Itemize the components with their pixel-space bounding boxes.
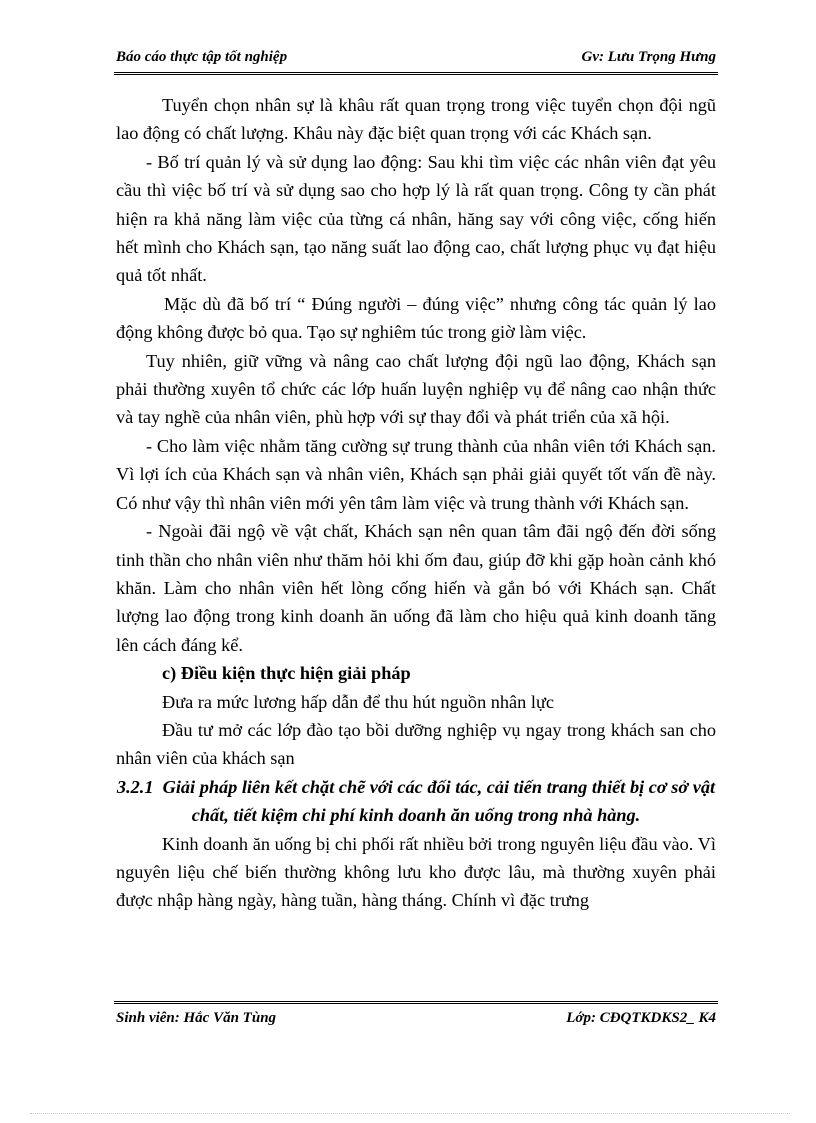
paragraph-welfare: - Ngoài đãi ngộ về vật chất, Khách sạn nên quan tâm đãi ngộ đến đời sống tinh thần cho nhân viên như thăm hỏi khi ốm đau, giúp đỡ khi gặp hoàn cảnh khó khăn. Làm cho nhân viên hết lòng cống hiến và gắn bó với Khách sạn. Chất lượng lao động trong kinh doanh ăn uống đã làm cho hiệu quả kinh doanh tăng lên cách đáng kể. [116,521,716,655]
page-header [114,46,718,72]
document-body [116,91,716,915]
paragraph-management: Mặc dù đã bố trí “ Đúng người – đúng việc” nhưng công tác quản lý lao động không được bỏ qua. Tạo sự nghiêm túc trong giờ làm việc. [116,293,716,343]
paragraph-food-business: Kinh doanh ăn uống bị chi phối rất nhiều bởi trong nguyên liệu đầu vào. Vì nguyên liệu chế biến thường không lưu kho được lâu, mà thường xuyên phải được nhập hàng ngày, hàng tuần, hàng tháng. Chính vì đặc trưng [116,833,716,911]
paragraph-salary: Đưa ra mức lương hấp dẫn để thu hút nguồn nhân lực [162,691,554,712]
paragraph-training: Tuy nhiên, giữ vững và nâng cao chất lượng đội ngũ lao động, Khách sạn phải thường xuyên tổ chức các lớp huấn luyện nghiệp vụ để nâng cao nhận thức và tay nghề của nhân viên, phù hợp với sự thay đổi và phát triển của xã hội. [116,350,716,428]
header-report-title: Báo cáo thực tập tốt nghiệp [116,49,288,65]
paragraph-staff-arrangement: - Bố trí quản lý và sử dụng lao động: Sau khi tìm việc các nhân viên đạt yêu cầu thì việc bố trí và sử dụng sao cho hợp lý là rất quan trọng. Công ty cần phát hiện ra khả năng làm việc của từng cá nhân, hăng say với công việc, cống hiến hết mình cho Khách sạn, tạo năng suất lao động cao, chất lượng phục vụ đạt hiệu quả tốt nhất. [116,151,716,286]
page-break-line [30,1113,790,1114]
paragraph-recruitment: Tuyển chọn nhân sự là khâu rất quan trọng trong việc tuyển chọn đội ngũ lao động có chất lượng. Khâu này đặc biệt quan trọng với các Khách sạn. [116,95,716,144]
header-supervisor: Gv: Lưu Trọng Hưng [581,49,716,65]
subsection-heading [116,773,716,830]
section-heading-conditions: c) Điều kiện thực hiện giải pháp [162,663,411,684]
footer-class: Lớp: CĐQTKDKS2_ K4 [566,1010,716,1026]
header-rule [114,72,718,75]
subsection-number: 3.2.1 [116,776,154,797]
footer-rule [114,1001,718,1004]
page-footer [114,1008,718,1032]
paragraph-loyalty: - Cho làm việc nhằm tăng cường sự trung thành của nhân viên tới Khách sạn. Vì lợi ích của Khách sạn và nhân viên, Khách sạn phải giải quyết tốt vấn đề này. Có như vậy thì nhân viên mới yên tâm làm việc và trung thành với Khách sạn. [116,435,716,513]
paragraph-investment: Đầu tư mở các lớp đào tạo bồi dưỡng nghiệp vụ ngay trong khách san cho nhân viên của khách sạn [116,719,716,769]
footer-student: Sinh viên: Hắc Văn Tùng [116,1010,277,1026]
subsection-title: Giải pháp liên kết chặt chẽ với các đối tác, cải tiến trang thiết bị cơ sở vật chất, tiết kiệm chi phí kinh doanh ăn uống trong nhà hàng. [162,776,716,826]
